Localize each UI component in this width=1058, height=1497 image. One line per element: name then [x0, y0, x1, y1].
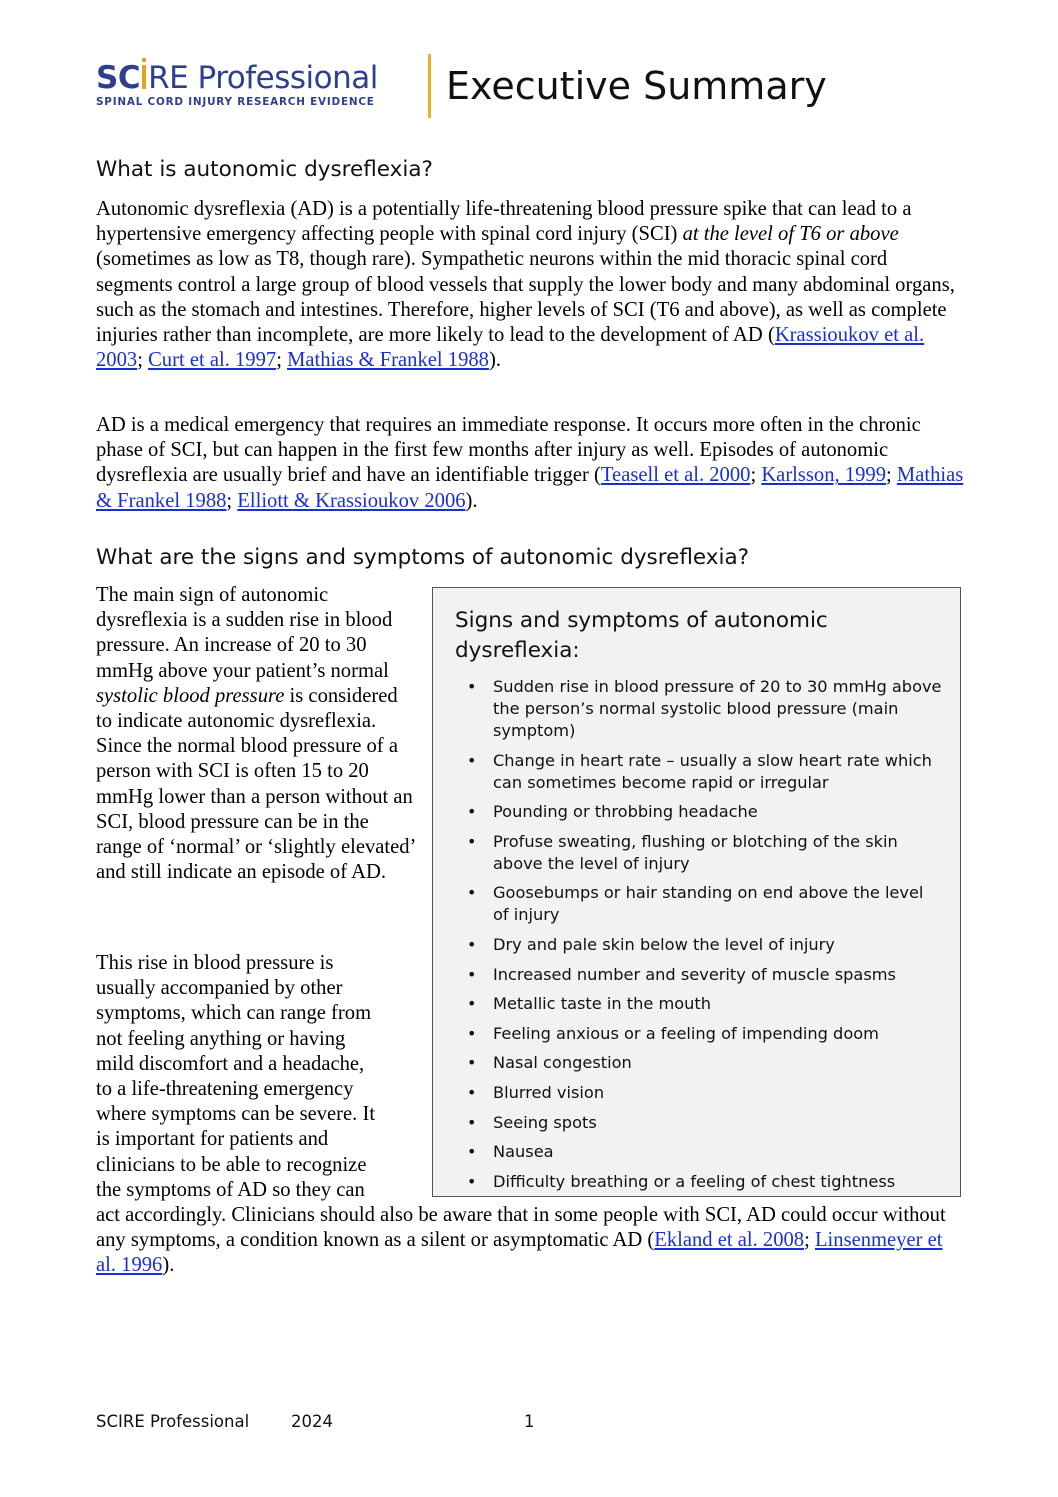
document-title: Executive Summary: [446, 64, 827, 108]
list-item: • Metallic taste in the mouth: [433, 993, 962, 1015]
footer-brand: SCIRE Professional: [96, 1412, 250, 1431]
list-item: • Profuse sweating, flushing or blotching of the skin above the level of injury: [433, 831, 962, 875]
citation-link-elliott-krassioukov-2006[interactable]: Elliott & Krassioukov 2006: [237, 489, 466, 512]
symptom-list: [433, 676, 962, 1200]
citation-link-ekland-2008[interactable]: Ekland et al. 2008: [654, 1229, 805, 1252]
list-item: • Blurred vision: [433, 1082, 962, 1104]
list-item: • Seeing spots: [433, 1112, 962, 1134]
citation-link-linsenmeyer-1996[interactable]: Linsenmeyer et al. 1996: [96, 1229, 943, 1277]
list-item: • Sudden rise in blood pressure of 20 to 30 mmHg above the person’s normal systolic blood pressure (main symptom): [433, 676, 962, 742]
citation-link-karlsson-1999[interactable]: Karlsson, 1999: [761, 464, 887, 487]
list-item: • Increased number and severity of muscle spasms: [433, 964, 962, 986]
box-title: Signs and symptoms of autonomic dysreflexia:: [455, 608, 828, 663]
paragraph-ad-emergency: AD is a medical emergency that requires an immediate response. It occurs more often in the chronic phase of SCI, but can happen in the first few months after injury as well. Episodes of autonomic dysreflexia are usually brief and have an identifiable trigger (Teasell et al. 2000; Karlsson, 1999; Mathias & Frankel 1988; Elliott & Krassioukov 2006).: [96, 414, 964, 512]
list-item: • Feeling anxious or a feeling of impending doom: [433, 1023, 962, 1045]
citation-link-curt-1997[interactable]: Curt et al. 1997: [148, 349, 277, 372]
section-heading-signs-symptoms: What are the signs and symptoms of autonomic dysreflexia?: [96, 545, 750, 570]
header-divider: [428, 54, 431, 118]
page-number: 1: [524, 1412, 535, 1431]
list-item: • Nasal congestion: [433, 1052, 962, 1074]
list-item: • Difficulty breathing or a feeling of chest tightness: [433, 1171, 962, 1193]
list-item: • Dry and pale skin below the level of injury: [433, 934, 962, 956]
logo-wordmark: SC RE Professional: [96, 60, 378, 96]
citation-link-teasell-2000[interactable]: Teasell et al. 2000: [600, 464, 751, 487]
list-item: • Nausea: [433, 1141, 962, 1163]
list-item: • Pounding or throbbing headache: [433, 801, 962, 823]
citation-link-mathias-frankel-1988[interactable]: Mathias & Frankel 1988: [287, 349, 489, 372]
list-item: • Change in heart rate – usually a slow heart rate which can sometimes become rapid or irregular: [433, 750, 962, 794]
paragraph-ad-definition: Autonomic dysreflexia (AD) is a potentially life-threatening blood pressure spike that can lead to a hypertensive emergency affecting people with spinal cord injury (SCI) at the level of T6 or above (sometimes as low as T8, though rare). Sympathetic neurons within the mid thoracic spinal cord segments control a large group of blood vessels that supply the lower body and many abdominal organs, such as the stomach and intestines. Therefore, higher levels of SCI (T6 and above), as well as complete injuries rather than incomplete, are more likely to lead to the development of AD (Krassioukov et al. 2003; Curt et al. 1997; Mathias & Frankel 1988).: [96, 198, 955, 372]
footer-year: 2024: [291, 1412, 333, 1431]
logo-subtitle: SPINAL CORD INJURY RESEARCH EVIDENCE: [96, 96, 375, 108]
citation-link-mathias-frankel-1988-b[interactable]: Mathias & Frankel 1988: [96, 464, 964, 512]
citation-link-krassioukov-2003[interactable]: Krassioukov et al. 2003: [96, 324, 925, 372]
signs-symptoms-box: [432, 587, 961, 1197]
paragraph-main-sign: The main sign of autonomic dysreflexia is a sudden rise in blood pressure. An increase of 20 to 30 mmHg above your patient’s normal systolic blood pressure is considered to indicate autonomic dysreflexia. Since the normal blood pressure of a person with SCI is often 15 to 20 mmHg lower than a person without an SCI, blood pressure can be in the range of ‘normal’ or ‘slightly elevated’ and still indicate an episode of AD.: [96, 584, 415, 884]
section-heading-what-is-ad: What is autonomic dysreflexia?: [96, 157, 433, 182]
paragraph-accompanying-symptoms: This rise in blood pressure is usually accompanied by other symptoms, which can range from not feeling anything or having mild discomfort and a headache, to a life-threatening emergency where symptoms can be severe. It is important for patients and clinicians to be able to recognize the symptoms of AD so they can act accordingly. Clinicians should also be aware that in some people with SCI, AD could occur without any symptoms, a condition known as a silent or asymptomatic AD (Ekland et al. 2008; Linsenmeyer et al. 1996).: [96, 952, 946, 1277]
list-item: • Goosebumps or hair standing on end above the level of injury: [433, 882, 962, 926]
logo-i-bar-icon: [142, 65, 146, 89]
scire-logo: [96, 62, 414, 108]
